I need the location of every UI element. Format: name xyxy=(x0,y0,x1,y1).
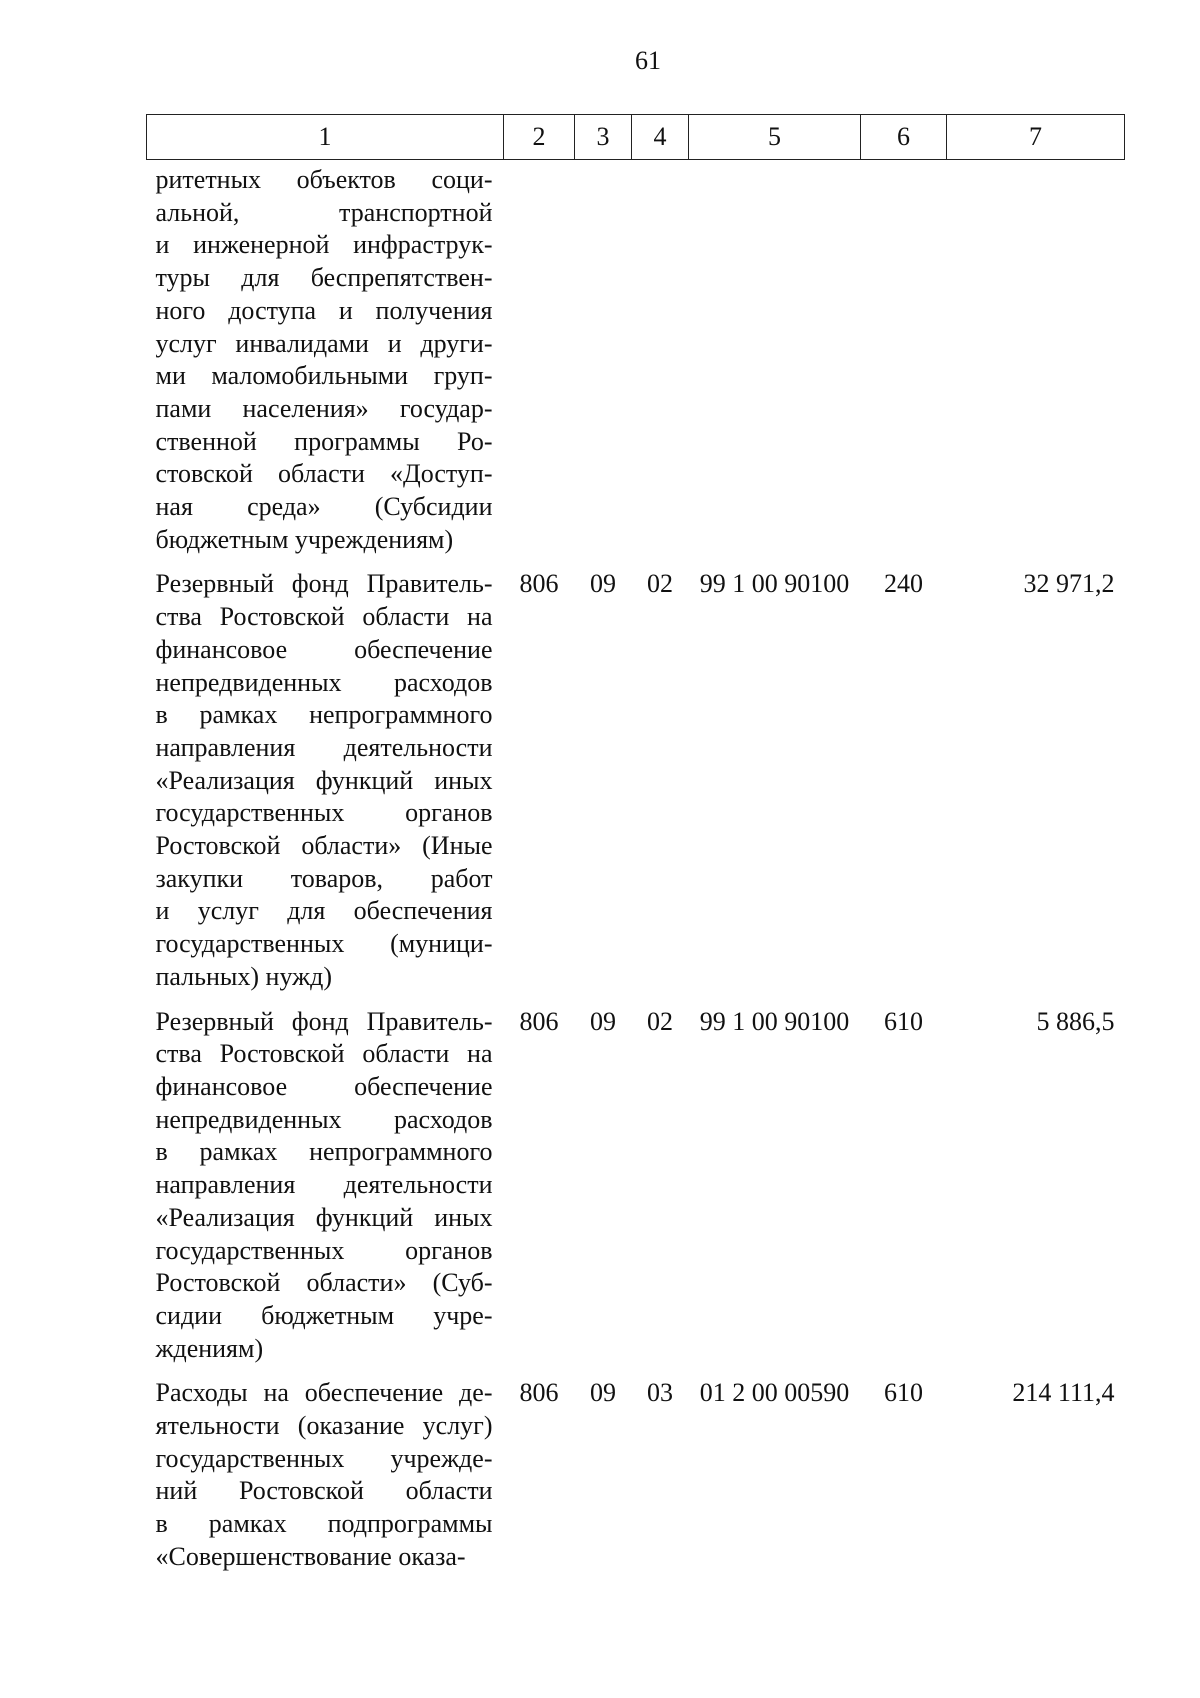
amount-value: 32 971,2 xyxy=(1023,569,1115,599)
description-line: государственных учрежде- xyxy=(155,1443,493,1473)
subsection-code: 02 xyxy=(647,569,673,599)
description-line: ми маломобильными груп- xyxy=(155,361,493,391)
description-line: Резервный фонд Правитель- xyxy=(155,569,493,599)
description-line: альной, транспортной xyxy=(155,197,493,227)
description-line: государственных органов xyxy=(155,798,493,828)
ministry-code: 806 xyxy=(519,1006,559,1036)
column-header-1: 1 xyxy=(147,115,504,160)
section-code xyxy=(575,160,632,569)
page-number: 61 xyxy=(635,46,661,75)
table-row xyxy=(147,160,1125,569)
column-header-2: 2 xyxy=(504,115,575,160)
header-row xyxy=(147,115,1125,160)
ministry-code: 806 xyxy=(519,569,559,599)
subsection-code xyxy=(632,160,689,569)
column-header-3: 3 xyxy=(575,115,632,160)
description-line: непредвиденных расходов xyxy=(155,1104,493,1134)
description-line: ная среда» (Субсидии xyxy=(155,492,493,522)
section-code: 09 xyxy=(590,1378,616,1408)
section-code: 09 xyxy=(590,1006,616,1036)
expense-type-code xyxy=(861,160,947,569)
ministry-code: 806 xyxy=(519,1378,559,1408)
description-line: государственных органов xyxy=(155,1235,493,1265)
column-header-7: 7 xyxy=(947,115,1125,160)
description-line: Ростовской области» (Иные xyxy=(155,831,493,861)
description-line: туры для беспрепятствен- xyxy=(155,263,493,293)
description-line: ства Ростовской области на xyxy=(155,1039,493,1069)
column-header-5: 5 xyxy=(689,115,861,160)
amount-value: 214 111,4 xyxy=(1012,1378,1115,1408)
budget-table xyxy=(146,114,1125,1586)
table-body xyxy=(147,160,1125,1586)
description-line: ного доступа и получения xyxy=(155,295,493,325)
description-line: Резервный фонд Правитель- xyxy=(155,1006,493,1036)
description-line: ственной программы Ро- xyxy=(155,426,493,456)
expense-type-code: 610 xyxy=(884,1378,923,1408)
description-line: ства Ростовской области на xyxy=(155,602,493,632)
subsection-code: 02 xyxy=(647,1006,673,1036)
expense-type-code: 610 xyxy=(884,1006,923,1036)
description-line: ждениям) xyxy=(155,1333,264,1363)
description-line: ритетных объектов соци- xyxy=(155,165,493,194)
description-line: сидии бюджетным учре- xyxy=(155,1300,493,1330)
column-header-4: 4 xyxy=(632,115,689,160)
target-article-code: 01 2 00 00590 xyxy=(699,1378,850,1408)
target-article-code: 99 1 00 90100 xyxy=(699,569,850,599)
description-line: ятельности (оказание услуг) xyxy=(155,1411,493,1441)
description-line: «Совершенствование оказа- xyxy=(155,1541,466,1571)
description-line: «Реализация функций иных xyxy=(155,1202,493,1232)
target-article-code: 99 1 00 90100 xyxy=(699,1006,850,1036)
description-line: направления деятельности xyxy=(155,732,493,762)
description-line: Ростовской области» (Суб- xyxy=(155,1268,493,1298)
description-line: услуг инвалидами и други- xyxy=(155,328,493,358)
description-line: стовской области «Доступ- xyxy=(155,459,493,489)
description-line: и инженерной инфраструк- xyxy=(155,230,493,260)
row-description xyxy=(147,1006,504,1378)
description-line: Расходы на обеспечение де- xyxy=(155,1378,493,1408)
table-row xyxy=(147,1377,1125,1585)
row-description xyxy=(147,160,504,569)
description-line: государственных (муници- xyxy=(155,929,493,959)
section-code: 09 xyxy=(590,569,616,599)
target-article-code xyxy=(689,160,861,569)
description-line: закупки товаров, работ xyxy=(155,863,493,893)
description-line: пальных) нужд) xyxy=(155,961,332,991)
description-line: финансовое обеспечение xyxy=(155,1071,493,1101)
description-line: финансовое обеспечение xyxy=(155,634,493,664)
amount-value xyxy=(947,160,1125,569)
description-line: направления деятельности xyxy=(155,1170,493,1200)
column-header-6: 6 xyxy=(861,115,947,160)
row-description xyxy=(147,1377,504,1585)
description-line: в рамках подпрограммы xyxy=(155,1509,493,1539)
table-row xyxy=(147,568,1125,1005)
description-line: пами населения» государ- xyxy=(155,393,493,423)
description-line: в рамках непрограммного xyxy=(155,700,493,730)
description-line: ний Ростовской области xyxy=(155,1476,493,1506)
amount-value: 5 886,5 xyxy=(1036,1006,1115,1036)
description-line: непредвиденных расходов xyxy=(155,667,493,697)
row-description xyxy=(147,568,504,1005)
table-row xyxy=(147,1006,1125,1378)
description-line: бюджетным учреждениям) xyxy=(155,524,454,554)
description-line: «Реализация функций иных xyxy=(155,765,493,795)
subsection-code: 03 xyxy=(647,1378,673,1408)
expense-type-code: 240 xyxy=(884,569,923,599)
description-line: и услуг для обеспечения xyxy=(155,896,493,926)
description-line: в рамках непрограммного xyxy=(155,1137,493,1167)
ministry-code xyxy=(504,160,575,569)
